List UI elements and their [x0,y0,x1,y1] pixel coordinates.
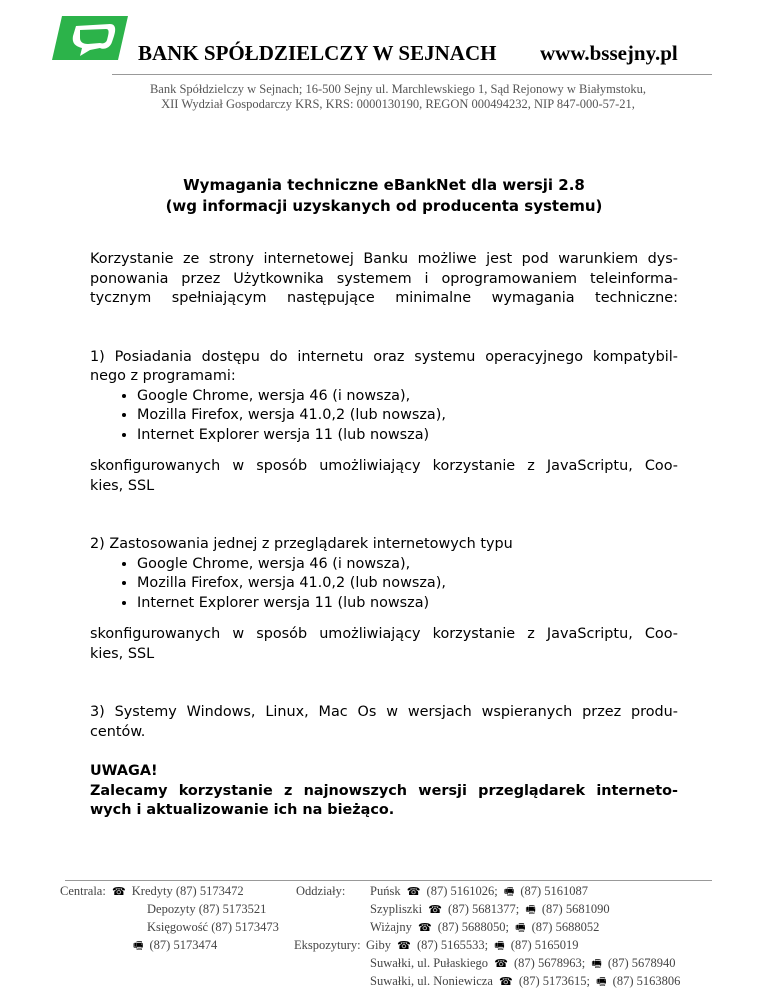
registration-line-1: Bank Spółdzielczy w Sejnach; 16-500 Sejny ul. Marchlewskiego 1, Sąd Rejonowy w Białymstoku, [149,82,647,96]
section2-line-1: 2) Zastosowania jednej z przeglądarek internetowych typu [90,536,513,552]
branch-phone: (87) 5161026; [426,884,498,898]
section2-config-line-1: skonfigurowanych w sposób umożliwiający korzystanie z JavaScriptu, Coo- [90,626,678,642]
document-body [90,250,678,821]
phone-icon: ☎ [494,957,508,970]
branch-name: Wiżajny [370,920,412,934]
list-item: • Mozilla Firefox, wersja 41.0,2 (lub nowsza), [137,406,678,426]
oddzialy-label: Oddziały: [296,884,346,898]
footer-centrala-row [60,884,244,899]
branch-phone: (87) 5681377; [448,902,520,916]
agency-giby [366,938,578,953]
list-item: • Internet Explorer wersja 11 (lub nowsza) [137,426,678,446]
bank-name: BANK SPÓŁDZIELCZY W SEJNACH [138,41,497,65]
section1-config-line-2: kies, SSL [90,477,155,494]
bank-logo [52,14,128,62]
agency-pulaskiego [370,956,676,971]
agency-phone: (87) 5173615; [518,974,591,988]
branch-szypliszki [370,902,610,917]
footer-divider [65,880,712,881]
list-item: • Google Chrome, wersja 46 (i nowsza), [137,387,678,407]
centrala-fax: (87) 5173474 [149,938,218,952]
phone-icon: ☎ [406,885,421,898]
warning-line-1: Zalecamy korzystanie z najnowszych wersji przeglądarek interneto- [90,782,678,799]
branch-punsk [370,884,588,899]
branch-wizajny [370,920,599,935]
bank-website-url[interactable]: www.bssejny.pl [540,41,678,65]
agency-fax: (87) 5163806 [612,974,681,988]
branch-fax: (87) 5161087 [520,884,589,898]
fax-icon: 🖷 [591,957,602,970]
agency-fax: (87) 5165019 [510,938,579,952]
branch-phone: (87) 5688050; [437,920,509,934]
list-item: • Internet Explorer wersja 11 (lub nowsza) [137,594,678,614]
registration-info [118,82,678,112]
intro-line-2: ponowania przez Użytkownika systemem i oprogramowaniem teleinforma- [90,270,678,287]
warning-heading: UWAGA! [90,763,158,779]
list-item: • Google Chrome, wersja 46 (i nowsza), [137,555,678,575]
depozyty-phone: Depozyty (87) 5173521 [147,902,267,916]
fax-icon: 🖷 [133,939,144,952]
header-divider [112,74,712,75]
warning-line-2: wych i aktualizowanie ich na bieżąco. [90,802,395,818]
fax-icon: 🖷 [525,903,536,916]
agency-phone: (87) 5678963; [514,956,586,970]
fax-icon: 🖷 [596,975,607,988]
section3-line-1: 3) Systemy Windows, Linux, Mac Os w wersjach wspieranych przez produ- [90,704,678,720]
section3-line-2: centów. [90,723,146,740]
branch-fax: (87) 5688052 [531,920,600,934]
branch-name: Szypliszki [370,902,423,916]
agency-noniewicza [370,974,680,989]
title-line-1: Wymagania techniczne eBankNet dla wersji 2.8 [183,176,585,194]
registration-line-2: XII Wydział Gospodarczy KRS, KRS: 0000130190, REGON 000494232, NIP 847-000-57-21, [161,97,635,111]
phone-icon: ☎ [428,903,442,916]
phone-icon: ☎ [417,921,432,934]
agency-name: Suwałki, ul. Pułaskiego [370,956,489,970]
centrala-label: Centrala: [60,884,106,898]
ekspozytury-label: Ekspozytury: [294,938,361,952]
document-title [90,175,678,217]
ksiegowosc-phone: Księgowość (87) 5173473 [147,920,279,934]
agency-fax: (87) 5678940 [607,956,676,970]
agency-name: Giby [366,938,391,952]
phone-icon: ☎ [397,939,411,952]
section1-line-2: nego z programami: [90,368,236,384]
fax-icon: 🖷 [494,939,505,952]
section2-config-line-2: kies, SSL [90,645,155,662]
intro-line-1: Korzystanie ze strony internetowej Banku możliwe jest pod warunkiem dys- [90,251,678,267]
kredyty-phone: Kredyty (87) 5173472 [131,884,244,898]
branch-fax: (87) 5681090 [541,902,610,916]
agency-phone: (87) 5165533; [416,938,489,952]
section1-browser-list [90,387,678,446]
agency-name: Suwałki, ul. Noniewicza [370,974,493,988]
phone-icon: ☎ [111,885,126,898]
intro-line-3: tycznym spełniającym następujące minimalne wymagania techniczne: [90,290,678,306]
centrala-fax-row [130,938,217,953]
contact-footer [0,884,768,994]
fax-icon: 🖷 [515,921,526,934]
section2-browser-list [90,555,678,614]
section1-config-line-1: skonfigurowanych w sposób umożliwiający korzystanie z JavaScriptu, Coo- [90,458,678,474]
fax-icon: 🖷 [503,885,515,898]
title-line-2: (wg informacji uzyskanych od producenta systemu) [165,197,603,215]
phone-icon: ☎ [499,975,513,988]
section1-line-1: 1) Posiadania dostępu do internetu oraz systemu operacyjnego kompatybil- [90,348,678,365]
branch-name: Puńsk [370,884,401,898]
list-item: • Mozilla Firefox, wersja 41.0,2 (lub nowsza), [137,574,678,594]
